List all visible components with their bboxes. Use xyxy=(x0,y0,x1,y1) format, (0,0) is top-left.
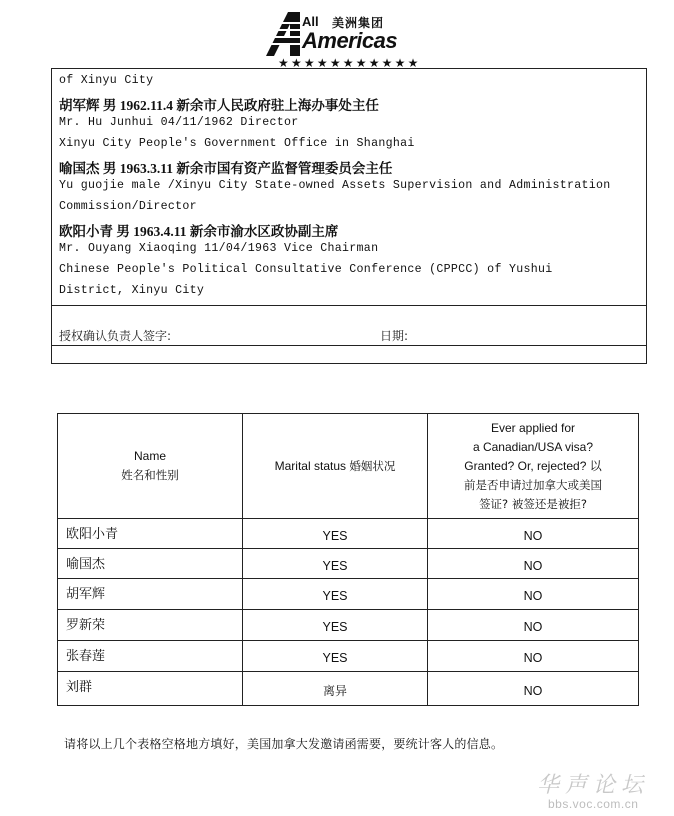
table-header-row xyxy=(58,414,639,519)
marital-status: YES xyxy=(243,610,428,641)
visa-header-line-3: Granted? Or, rejected? 以 xyxy=(464,458,602,473)
table-row xyxy=(58,610,639,641)
table-row xyxy=(58,672,639,706)
company-logo xyxy=(262,12,430,72)
info-line-2: 胡军辉 男 1962.11.4 新余市人民政府驻上海办事处主任 xyxy=(59,98,379,113)
forum-watermark-url: bbs.voc.com.cn xyxy=(548,797,639,811)
marital-status: YES xyxy=(243,641,428,672)
forum-watermark: 华声论坛 xyxy=(537,773,650,798)
marital-status: 离异 xyxy=(243,672,428,706)
marital-header-cn: 婚姻状况 xyxy=(349,458,396,473)
marital-status: YES xyxy=(243,519,428,549)
visa-header-line-5: 签证? 被签还是被拒? xyxy=(479,496,587,511)
info-line-8: 欧阳小青 男 1963.4.11 新余市渝水区政协副主席 xyxy=(59,224,339,239)
footer-instruction: 请将以上几个表格空格地方填好，美国加拿大发邀请函需要，要统计客人的信息。 xyxy=(64,737,504,751)
date-label: 日期: xyxy=(380,329,409,343)
info-line-10: Chinese People's Political Consultative Conference (CPPCC) of Yushui xyxy=(59,263,553,276)
visa-status: NO xyxy=(428,549,639,579)
logo-stars: ★★★★★★★★★★★ xyxy=(278,56,421,70)
visa-status: NO xyxy=(428,641,639,672)
guest-name: 喻国杰 xyxy=(58,549,243,579)
visa-header-line-2: a Canadian/USA visa? xyxy=(472,439,594,454)
guest-name: 张春莲 xyxy=(58,641,243,672)
info-line-11: District, Xinyu City xyxy=(59,284,205,297)
table-row xyxy=(58,641,639,672)
visa-header-line-1: Ever applied for xyxy=(490,420,576,435)
marital-status: YES xyxy=(243,579,428,610)
personnel-info-box xyxy=(51,68,647,364)
signature-label: 授权确认负责人签字: xyxy=(59,329,172,343)
info-line-7: Commission/Director xyxy=(59,200,197,213)
info-line-1: of Xinyu City xyxy=(59,74,154,87)
box-divider-2 xyxy=(52,345,646,346)
table-row xyxy=(58,549,639,579)
logo-americas-text: Americas xyxy=(302,28,398,53)
visa-status: NO xyxy=(428,579,639,610)
guest-name: 罗新荣 xyxy=(58,610,243,641)
guest-name: 胡军辉 xyxy=(58,579,243,610)
name-column-header xyxy=(58,414,243,519)
marital-column-header xyxy=(243,414,428,519)
info-line-5: 喻国杰 男 1963.3.11 新余市国有资产监督管理委员会主任 xyxy=(59,161,393,176)
info-line-3: Mr. Hu Junhui 04/11/1962 Director xyxy=(59,116,299,129)
marital-header-en: Marital status xyxy=(274,458,346,473)
info-line-4: Xinyu City People's Government Office in Shanghai xyxy=(59,137,415,150)
guest-name: 刘群 xyxy=(58,672,243,706)
visa-status: NO xyxy=(428,610,639,641)
visa-column-header xyxy=(428,414,639,519)
name-header-en: Name xyxy=(133,449,166,463)
visa-header-line-4: 前是否申请过加拿大或美国 xyxy=(464,477,602,492)
table-row xyxy=(58,519,639,549)
info-line-9: Mr. Ouyang Xiaoqing 11/04/1963 Vice Chairman xyxy=(59,242,379,255)
visa-status: NO xyxy=(428,519,639,549)
guest-name: 欧阳小青 xyxy=(58,519,243,549)
marital-status: YES xyxy=(243,549,428,579)
visa-status: NO xyxy=(428,672,639,706)
name-header-cn: 姓名和性别 xyxy=(121,468,179,482)
guest-info-table xyxy=(57,413,639,706)
table-row xyxy=(58,579,639,610)
logo-chinese-text: 美洲集团 xyxy=(332,16,385,30)
box-divider-1 xyxy=(52,305,646,306)
logo-all-text: All xyxy=(302,14,319,29)
info-line-6: Yu guojie male /Xinyu City State-owned Assets Supervision and Administration xyxy=(59,179,611,192)
